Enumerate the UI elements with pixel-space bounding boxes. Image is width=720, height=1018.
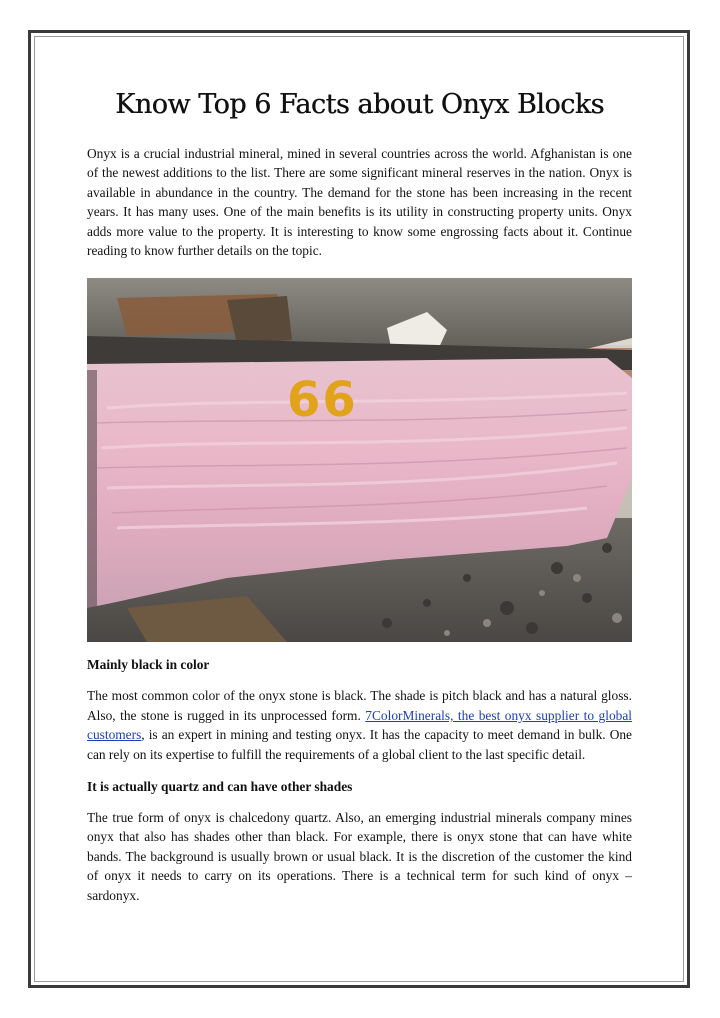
section-heading-color: Mainly black in color bbox=[87, 657, 210, 673]
onyx-block-photo bbox=[87, 278, 632, 642]
section-paragraph-quartz: The true form of onyx is chalcedony quartz. Also, an emerging industrial minerals company mines onyx that also has shades other than black. For example, there is onyx stone that can have white bands. The background is usually brown or usual black. It is the discretion of the customer the kind of onyx it needs to carry on its operations. There is a technical term for such kind of onyx – sardonyx. bbox=[87, 810, 632, 903]
document-body bbox=[87, 86, 632, 905]
section-paragraph-color: The most common color of the onyx stone is black. The shade is pitch black and has a natural gloss. Also, the stone is rugged in its unprocessed form. 7ColorMinerals, the best onyx supplier to global customers, is an expert in mining and testing onyx. It has the capacity to meet demand in bulk. One can rely on its expertise to fulfill the requirements of a global client to the last specific detail. bbox=[87, 688, 632, 762]
onyx-supplier-link[interactable]: 7ColorMinerals, the best onyx supplier to global customers bbox=[87, 707, 632, 743]
intro-paragraph: Onyx is a crucial industrial mineral, mined in several countries across the world. Afghanistan is one of the newest additions to the list. There are some significant mineral reserves in the nation. Onyx is available in abundance in the country. The demand for the stone has been increasing in the recent years. It has many uses. One of the main benefits is its utility in constructing property units. Onyx adds more value to the property. It is interesting to know some engrossing facts about it. Continue reading to know further details on the topic. bbox=[87, 146, 632, 259]
page-title: Know Top 6 Facts about Onyx Blocks bbox=[115, 89, 604, 120]
svg-text:66: 66 bbox=[287, 372, 358, 429]
section-heading-quartz: It is actually quartz and can have other shades bbox=[87, 779, 353, 795]
